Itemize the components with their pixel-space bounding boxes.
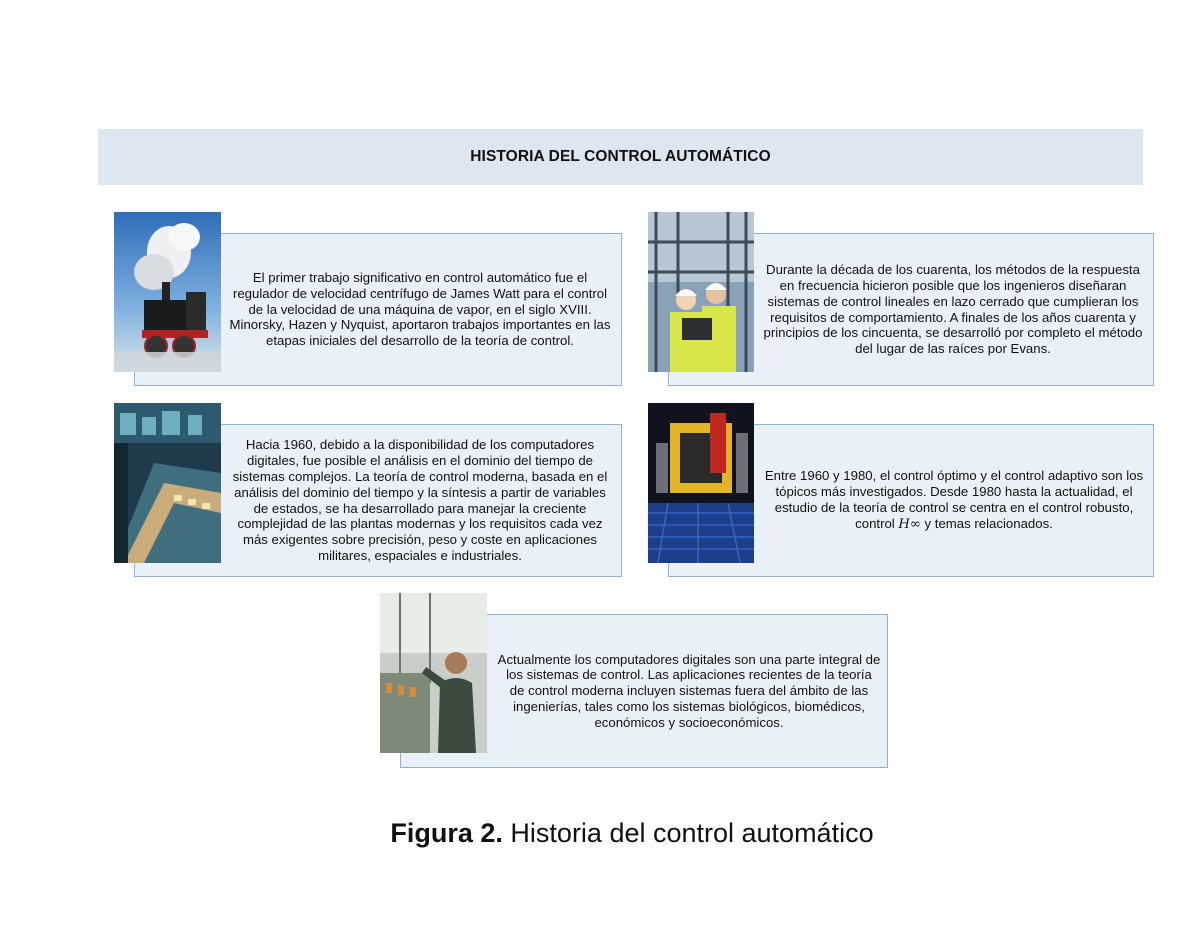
card-today-text: Actualmente los computadores digitales son una parte integral de los sistemas de control. Las aplicaciones recientes de la teoría de control moderna incluyen sistemas fuera del ámbito de las ingenierías, tales como los sistemas biológicos, biomédicos, económicos y socioeconómicos. <box>497 651 881 730</box>
figure-caption-text: Historia del control automático <box>502 818 874 848</box>
figure-caption-label: Figura 2. <box>390 818 503 848</box>
figure-caption <box>0 818 1200 849</box>
steam-locomotive-photo <box>114 212 221 372</box>
diagram-title-banner <box>98 129 1143 185</box>
card-forties-text: Durante la década de los cuarenta, los métodos de la respuesta en frecuencia hicieron posible que los ingenieros diseñaran sistemas de control lineales en lazo cerrado que cumplieran los requisitos de comportamiento. A finales de los años cuarenta y principios de los cincuenta, se desarrolló por completo el método del lugar de las raíces por Evans. <box>763 262 1143 357</box>
industrial-machine-photo <box>648 403 754 563</box>
operator-photo <box>380 593 487 753</box>
diagram-title: HISTORIA DEL CONTROL AUTOMÁTICO <box>470 148 771 165</box>
card-watt-text: El primer trabajo significativo en control automático fue el regulador de velocidad centrífugo de James Watt para el control de la velocidad de una máquina de vapor, en el siglo XVIII. Minorsky, Hazen y Nyquist, aportaron trabajos importantes en las etapas iniciales del desarrollo de la teoría de control. <box>229 270 611 349</box>
card-robust-text-b: y temas relacionados. <box>920 515 1053 531</box>
control-room-photo <box>114 403 221 563</box>
card-robust-text <box>761 468 1147 532</box>
h-infinity-symbol: H∞ <box>898 516 921 532</box>
engineers-plant-photo <box>648 212 754 372</box>
card-sixties-text: Hacia 1960, debido a la disponibilidad de los computadores digitales, fue posible el análisis en el dominio del tiempo de sistemas complejos. La teoría de control moderna, basada en el análisis del dominio del tiempo y la síntesis a partir de variables de estados, se ha desarrollado para manejar la creciente complejidad de las plantas modernas y los requisitos cada vez más exigentes sobre precisión, peso y coste en aplicaciones militares, espaciales e industriales. <box>232 437 608 563</box>
card-robust-text-a: Entre 1960 y 1980, el control óptimo y el control adaptivo son los tópicos más investigados. Desde 1980 hasta la actualidad, el estudio de la teoría de control se centra en el control robusto, control <box>764 468 1144 531</box>
